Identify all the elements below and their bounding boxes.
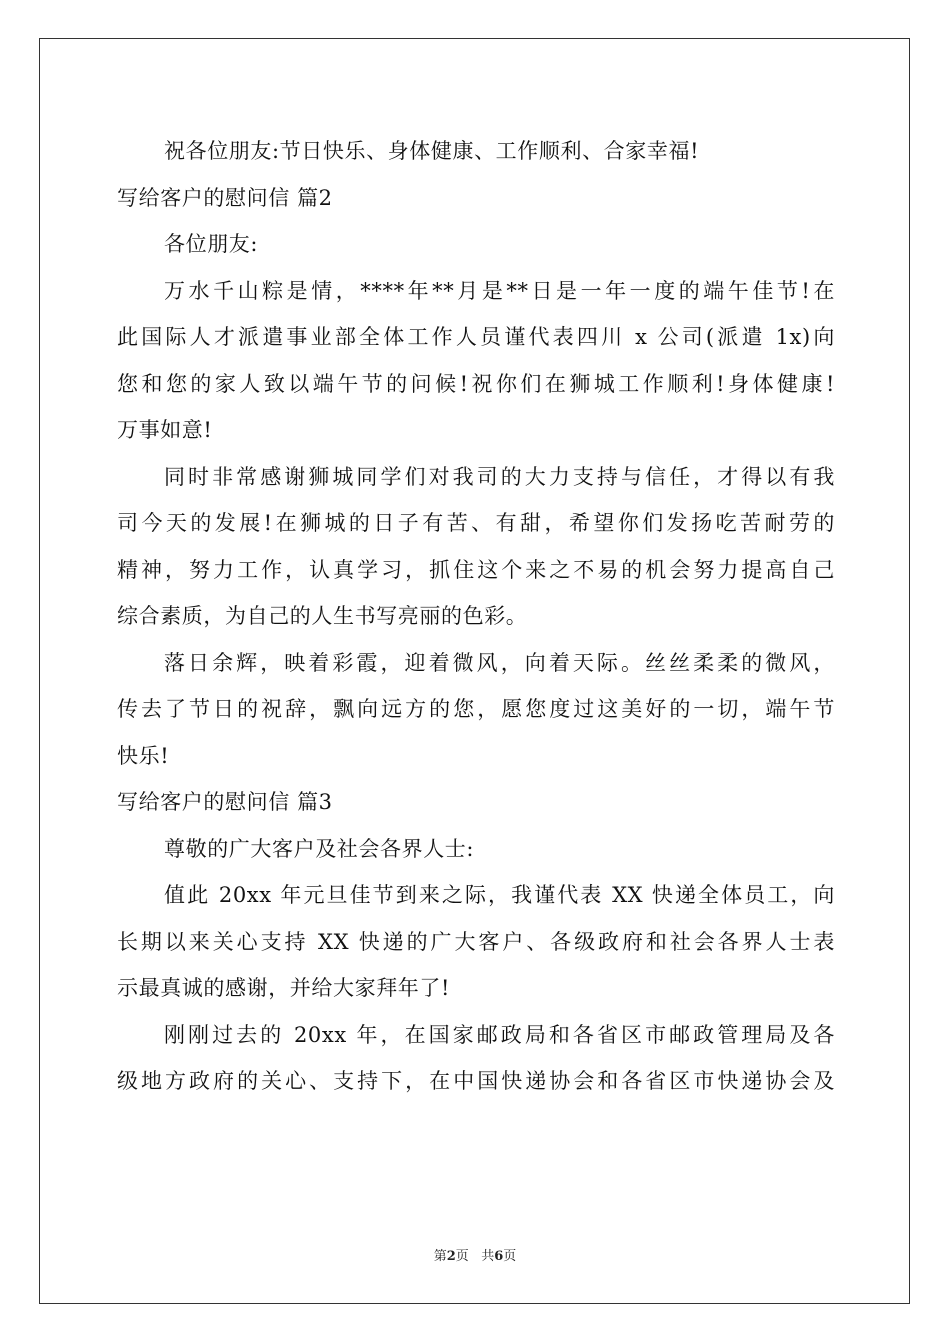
- text-line: 写给客户的慰问信 篇3: [117, 790, 333, 814]
- text-line: 级地方政府的关心、支持下，在中国快递协会和各省区市快递协会及: [117, 1069, 835, 1093]
- text-line: 祝各位朋友:节日快乐、身体健康、工作顺利、合家幸福!: [164, 139, 700, 163]
- text-line: 司今天的发展!在狮城的日子有苦、有甜，希望你们发扬吃苦耐劳的: [117, 511, 835, 535]
- text-line: 万事如意!: [117, 418, 213, 442]
- document-body: [117, 128, 835, 1105]
- footer-page-number: 2: [446, 1249, 456, 1264]
- text-line: 快乐!: [117, 743, 170, 768]
- footer-page-prefix: 第: [433, 1249, 447, 1264]
- text-line: 写给客户的慰问信 篇2: [117, 185, 333, 210]
- text-line: 此国际人才派遣事业部全体工作人员谨代表四川 x 公司(派遣 1x)向: [117, 325, 835, 349]
- text-line: 刚刚过去的 20xx 年，在国家邮政局和各省区市邮政管理局及各: [164, 1022, 835, 1047]
- text-line: 落日余辉，映着彩霞，迎着微风，向着天际。丝丝柔柔的微风，: [164, 650, 835, 675]
- page-footer: [0, 1248, 950, 1266]
- text-line: 您和您的家人致以端午节的问候!祝你们在狮城工作顺利!身体健康!: [117, 371, 835, 396]
- text-line: 传去了节日的祝辞，飘向远方的您，愿您度过这美好的一切，端午节: [117, 697, 835, 721]
- footer-page-suffix: 页: [455, 1249, 469, 1264]
- footer-total-pages: 6: [494, 1249, 504, 1264]
- text-line: 尊敬的广大客户及社会各界人士:: [164, 836, 475, 861]
- text-line: 同时非常感谢狮城同学们对我司的大力支持与信任，才得以有我: [164, 464, 835, 489]
- text-line: 各位朋友:: [164, 232, 259, 256]
- text-line: 长期以来关心支持 XX 快递的广大客户、各级政府和社会各界人士表: [117, 929, 835, 954]
- text-line: 综合素质，为自己的人生书写亮丽的色彩。: [117, 604, 528, 628]
- text-line: 示最真诚的感谢，并给大家拜年了!: [117, 976, 451, 1000]
- text-line: 精神，努力工作，认真学习，抓住这个来之不易的机会努力提高自己: [117, 557, 835, 582]
- text-line: 值此 20xx 年元旦佳节到来之际，我谨代表 XX 快递全体员工，向: [164, 883, 835, 907]
- text-line: 万水千山粽是情，****年**月是**日是一年一度的端午佳节!在: [164, 278, 835, 303]
- footer-total-prefix: 共: [481, 1249, 495, 1264]
- footer-total-suffix: 页: [503, 1249, 517, 1264]
